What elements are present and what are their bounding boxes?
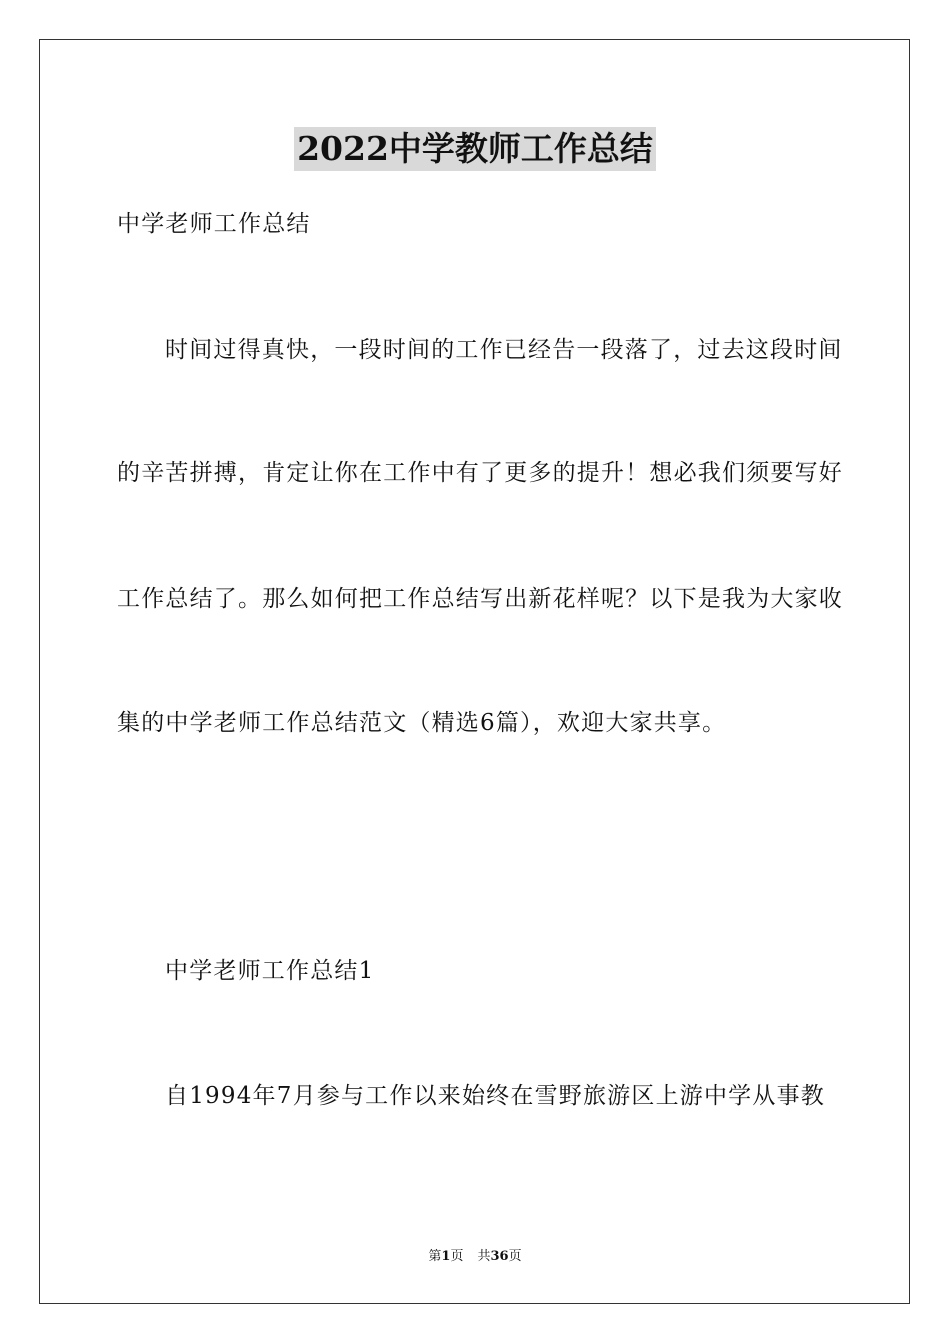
section-first-line: 自1994年7月参与工作以来始终在雪野旅游区上游中学从事教 <box>165 1083 825 1109</box>
intro-line-1: 时间过得真快，一段时间的工作已经告一段落了，过去这段时间 <box>165 337 843 363</box>
intro-line-3: 工作总结了。那么如何把工作总结写出新花样呢？以下是我为大家收 <box>117 586 843 612</box>
intro-line-4: 集的中学老师工作总结范文（精选6篇），欢迎大家共享。 <box>117 710 727 736</box>
footer-page-number: 1 <box>441 1249 451 1264</box>
document-subtitle: 中学老师工作总结 <box>117 211 311 237</box>
document-title: 2022中学教师工作总结 <box>294 127 656 171</box>
footer-page-prefix: 第 <box>428 1249 442 1264</box>
footer-page-suffix: 页 <box>450 1249 464 1264</box>
intro-line-2: 的辛苦拼搏，肯定让你在工作中有了更多的提升！想必我们须要写好 <box>117 460 843 486</box>
footer-total-suffix: 页 <box>508 1249 522 1264</box>
footer-total-prefix: 共 <box>477 1249 491 1264</box>
page-footer <box>0 1248 950 1266</box>
title-container <box>0 127 950 171</box>
footer-total-pages: 36 <box>490 1249 509 1264</box>
section-heading: 中学老师工作总结1 <box>165 958 375 984</box>
